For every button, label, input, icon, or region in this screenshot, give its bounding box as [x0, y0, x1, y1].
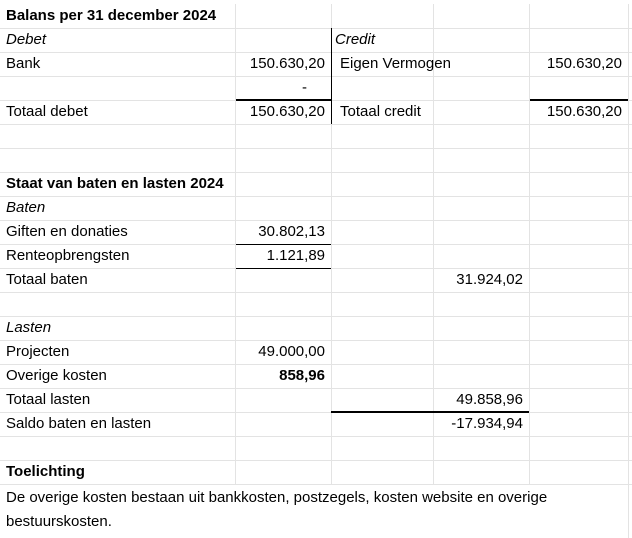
total-credit-value[interactable]: 150.630,20	[546, 103, 622, 120]
bank-value[interactable]: 150.630,20	[249, 55, 325, 72]
result-label[interactable]: Saldo baten en lasten	[6, 415, 152, 432]
equity-value[interactable]: 150.630,20	[546, 55, 622, 72]
total-income-label[interactable]: Totaal baten	[6, 271, 88, 288]
projects-label[interactable]: Projecten	[6, 343, 70, 360]
income-header[interactable]: Baten	[6, 199, 46, 216]
gifts-label[interactable]: Giften en donaties	[6, 223, 128, 240]
notes-text[interactable]: De overige kosten bestaan uit bankkosten, postzegels, kosten website en overige bestuurskosten.	[6, 489, 548, 530]
income-statement-title[interactable]: Staat van baten en lasten 2024	[6, 175, 224, 192]
debit-dash[interactable]: -	[302, 79, 307, 96]
total-debit-label[interactable]: Totaal debet	[6, 103, 88, 120]
result-value[interactable]: -17.934,94	[451, 415, 523, 432]
gridline	[0, 124, 632, 125]
equity-label[interactable]: Eigen Vermogen	[340, 55, 451, 72]
total-debit-value[interactable]: 150.630,20	[249, 103, 325, 120]
other-costs-value[interactable]: 858,96	[279, 367, 325, 384]
total-expenses-value[interactable]: 49.858,96	[456, 391, 523, 408]
gridline	[0, 388, 632, 389]
gridline	[0, 196, 632, 197]
bank-label[interactable]: Bank	[6, 55, 41, 72]
spreadsheet	[0, 4, 632, 538]
gridline	[0, 460, 632, 461]
credit-header[interactable]: Credit	[335, 31, 376, 48]
gridline	[0, 76, 632, 77]
gridline	[0, 436, 632, 437]
gridline	[628, 4, 629, 538]
interest-label[interactable]: Renteopbrengsten	[6, 247, 130, 264]
gridline	[529, 4, 530, 484]
total-credit-label[interactable]: Totaal credit	[340, 103, 421, 120]
other-costs-label[interactable]: Overige kosten	[6, 367, 107, 384]
projects-value[interactable]: 49.000,00	[258, 343, 325, 360]
gifts-value[interactable]: 30.802,13	[258, 223, 325, 240]
column-divider	[331, 28, 332, 52]
gridline	[0, 316, 632, 317]
balance-title[interactable]: Balans per 31 december 2024	[6, 7, 217, 24]
total-expenses-label[interactable]: Totaal lasten	[6, 391, 91, 408]
notes-title[interactable]: Toelichting	[6, 463, 85, 480]
debit-header[interactable]: Debet	[6, 31, 47, 48]
gridline	[0, 484, 632, 485]
subtotal-underline	[236, 268, 331, 269]
gridline	[0, 148, 632, 149]
interest-value[interactable]: 1.121,89	[266, 247, 325, 264]
expenses-header[interactable]: Lasten	[6, 319, 52, 336]
column-divider	[331, 52, 332, 124]
gridline	[0, 28, 632, 29]
total-income-value[interactable]: 31.924,02	[456, 271, 523, 288]
gridline	[0, 292, 632, 293]
